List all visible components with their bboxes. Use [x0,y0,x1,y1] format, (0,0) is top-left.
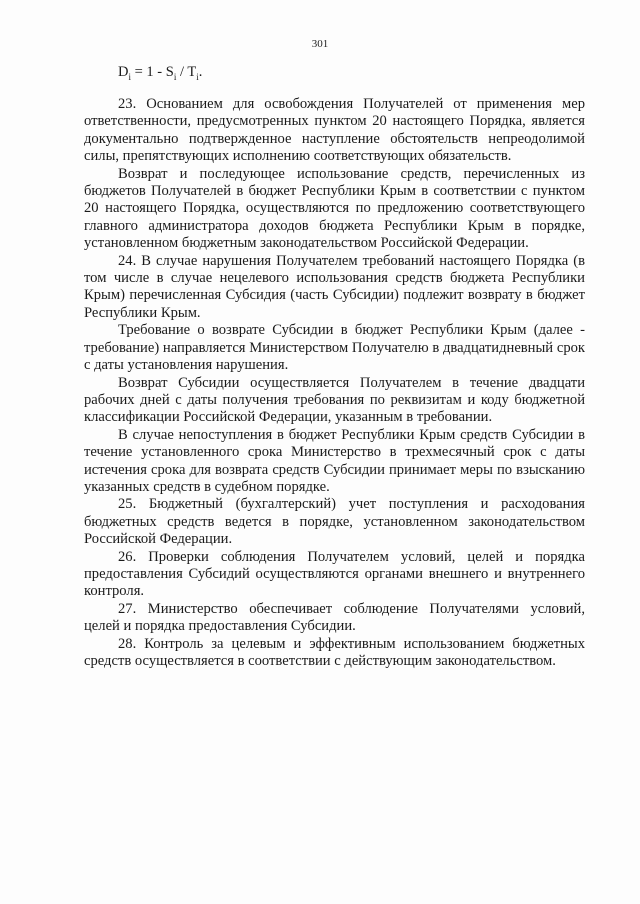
paragraph-nonreceipt: В случае непоступления в бюджет Республики Крым средств Субсидии в течение установленного срока Министерство в трехмесячный срок с даты истечения срока для возврата средств Субсидии принимает меры по взысканию указанных средств в судебном порядке. [84,426,585,495]
body-text [84,96,585,670]
formula-lhs: D [118,64,129,80]
paragraph-28: 28. Контроль за целевым и эффективным использованием бюджетных средств осуществляется в соответствии с действующим законодательством. [84,635,585,669]
paragraph-return-usage: Возврат и последующее использование средств, перечисленных из бюджетов Получателей в бюджет Республики Крым в соответствии с пунктом 20 настоящего Порядка, осуществляются по предложению соответствующего главного администратора доходов бюджета Республики Крым в порядке, установленном бюджетным законодательством Российской Федерации. [84,165,585,252]
paragraph-23: 23. Основанием для освобождения Получателей от применения мер ответственности, предусмотренных пунктом 20 настоящего Порядка, является документально подтвержденное наступление обстоятельств непреодолимой силы, препятствующих исполнению соответствующих обязательств. [84,96,585,165]
formula-end: . [198,64,203,80]
formula-middle: = 1 - S [131,64,174,80]
formula-lhs-subscript: i [128,71,131,82]
paragraph-return-term: Возврат Субсидии осуществляется Получателем в течение двадцати рабочих дней с даты получения требования по реквизитам и коду бюджетной классификации Российской Федерации, указанным в требовании. [84,374,585,426]
page-number: 301 [311,38,329,50]
formula [118,64,202,82]
formula-rhs-subscript: i [196,71,199,82]
formula-rhs: / T [176,64,197,80]
paragraph-27: 27. Министерство обеспечивает соблюдение Получателями условий, целей и порядка предоставления Субсидии. [84,600,585,635]
formula-middle-subscript: i [173,71,177,82]
paragraph-26: 26. Проверки соблюдения Получателем условий, целей и порядка предоставления Субсидий осуществляются органами внешнего и внутреннего контроля. [84,548,585,600]
paragraph-25: 25. Бюджетный (бухгалтерский) учет поступления и расходования бюджетных средств ведется в порядке, установленном законодательством Российской Федерации. [84,496,585,548]
paragraph-return-requirement: Требование о возврате Субсидии в бюджет Республики Крым (далее - требование) направляется Министерством Получателю в двадцатидневный срок с даты установления нарушения. [84,322,585,374]
paragraph-24: 24. В случае нарушения Получателем требований настоящего Порядка (в том числе в случае нецелевого использования средств бюджета Республики Крым) перечисленная Субсидия (часть Субсидии) подлежит возврату в бюджет Республики Крым. [84,252,585,321]
